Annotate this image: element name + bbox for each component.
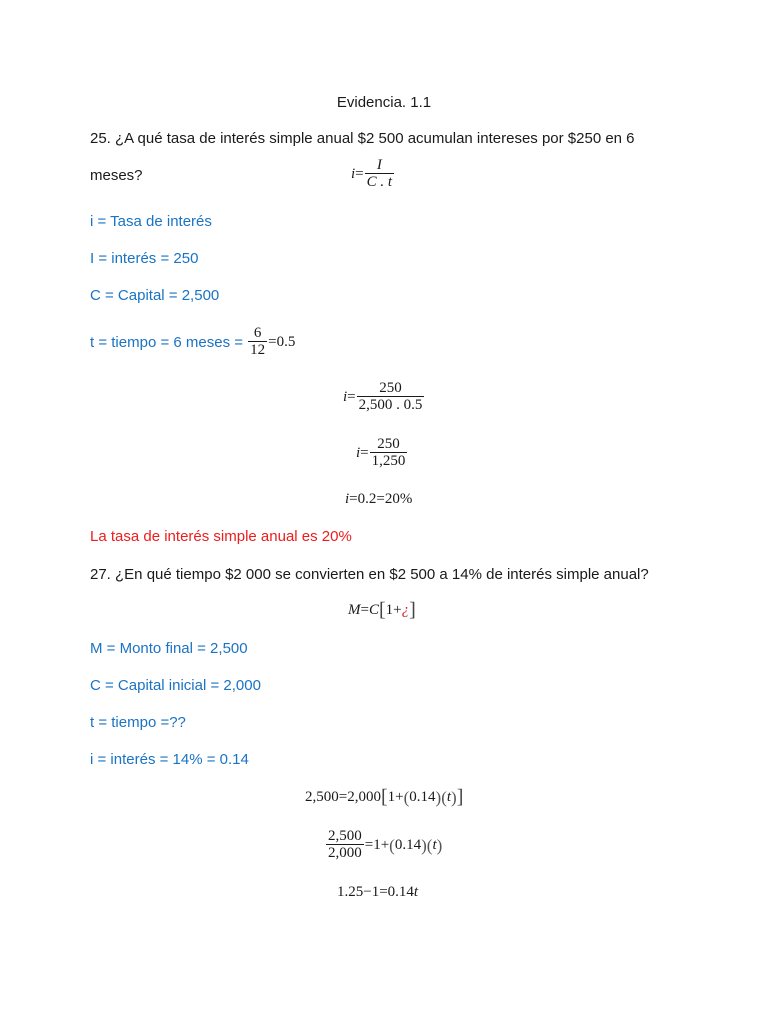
- time-result: =0.5: [268, 333, 296, 350]
- step-3-rhs: =0.2=20%: [349, 491, 413, 507]
- amount-formula-one-plus: 1+: [385, 602, 402, 618]
- definition-amount: M = Monto final = 2,500: [90, 640, 248, 657]
- question-25-line2: meses?: [90, 167, 143, 184]
- equation-1-one-plus: 1+: [387, 789, 404, 805]
- formula-denominator: C . t: [366, 174, 393, 190]
- paren-open-icon: (: [441, 788, 447, 807]
- paren-open-icon: (: [389, 835, 395, 855]
- amount-formula-c: C: [368, 602, 379, 618]
- equation-2-denominator: 2,000: [328, 845, 362, 861]
- paren-close-icon: ): [436, 835, 443, 855]
- definition-rate-27: i = interés = 14% = 0.14: [90, 751, 249, 768]
- equation-3: [337, 884, 418, 901]
- equation-1-rate: 0.14: [409, 789, 436, 805]
- definition-capital: C = Capital = 2,500: [90, 287, 220, 304]
- paren-close-icon: ): [421, 835, 427, 855]
- step-2-fraction: [370, 436, 408, 470]
- time-denominator: 12: [250, 342, 266, 358]
- step-1-eq: =: [347, 388, 356, 405]
- time-fraction: [248, 325, 267, 359]
- step-2-denominator: 1,250: [371, 453, 406, 469]
- amount-formula-m: M: [348, 602, 361, 618]
- step-2-equation: [356, 436, 408, 470]
- bracket-close-icon: ]: [409, 599, 416, 621]
- bracket-open-icon: [: [380, 786, 388, 808]
- equation-3-t: t: [413, 884, 419, 900]
- step-1-numerator: 250: [379, 380, 402, 396]
- answer-25: La tasa de interés simple anual es 20%: [90, 528, 352, 545]
- amount-formula-eq: =: [360, 602, 369, 618]
- step-3-equation: [345, 491, 412, 508]
- paren-close-icon: ): [451, 788, 457, 807]
- step-2-eq: =: [360, 444, 369, 461]
- equation-2-fraction: [326, 828, 364, 862]
- definition-interest: I = interés = 250: [90, 250, 199, 267]
- definition-time: t = tiempo = 6 meses =: [90, 333, 248, 351]
- step-2-lhs: i: [356, 444, 361, 461]
- equation-2-numerator: 2,500: [328, 828, 362, 844]
- interest-formula: [351, 157, 395, 191]
- formula-lhs: i: [351, 165, 356, 182]
- time-numerator: 6: [253, 325, 262, 341]
- amount-formula: [348, 599, 416, 621]
- bracket-open-icon: [: [378, 599, 386, 621]
- equation-2-t: t: [432, 836, 437, 853]
- question-27: 27. ¿En qué tiempo $2 000 se convierten en $2 500 a 14% de interés simple anual?: [90, 566, 649, 583]
- definition-initial-capital: C = Capital inicial = 2,000: [90, 677, 261, 694]
- bracket-close-icon: ]: [456, 786, 464, 808]
- paren-close-icon: ): [435, 788, 442, 807]
- step-1-equation: [343, 380, 425, 414]
- equation-1: [305, 786, 464, 808]
- step-1-denominator: 2,500 . 0.5: [358, 397, 423, 413]
- formula-fraction: [365, 157, 394, 191]
- equation-1-t: t: [446, 789, 452, 805]
- step-2-numerator: 250: [377, 436, 400, 452]
- definition-time-27: t = tiempo =??: [90, 714, 186, 731]
- equation-2: [325, 828, 442, 862]
- page-title: Evidencia. 1.1: [336, 94, 432, 111]
- equation-1-lhs: 2,500=2,000: [305, 789, 381, 805]
- step-1-lhs: i: [343, 388, 348, 405]
- definition-time-row: [90, 323, 295, 361]
- formula-eq: =: [355, 165, 364, 182]
- formula-numerator: I: [376, 157, 382, 173]
- equation-2-rate: 0.14: [394, 836, 422, 853]
- paren-open-icon: (: [403, 788, 410, 807]
- step-1-fraction: [357, 380, 425, 414]
- step-3-lhs: i: [345, 491, 350, 507]
- equation-2-rhs: =1+: [364, 836, 390, 853]
- equation-3-text: 1.25−1=0.14: [337, 884, 414, 900]
- definition-i: i = Tasa de interés: [90, 213, 212, 230]
- amount-formula-glyph: ¿: [401, 602, 410, 618]
- question-25-line1: 25. ¿A qué tasa de interés simple anual $2 500 acumulan intereses por $250 en 6: [90, 130, 635, 147]
- paren-open-icon: (: [426, 835, 433, 855]
